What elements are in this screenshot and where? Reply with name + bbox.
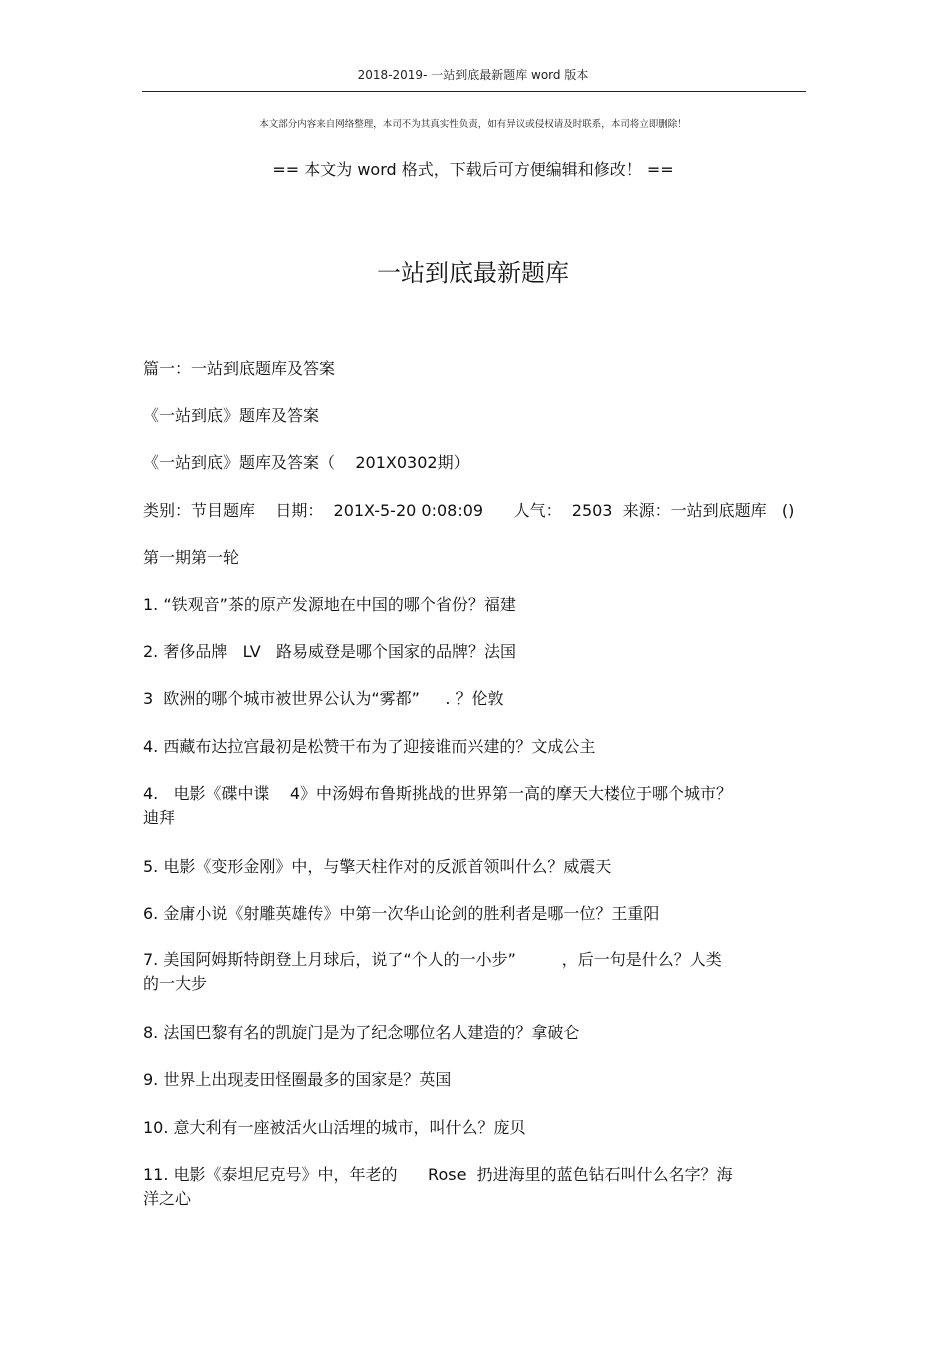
subheading: 《一站到底》题库及答案 bbox=[143, 406, 320, 425]
question-item: 8. 法国巴黎有名的凯旋门是为了纪念哪位名人建造的？拿破仑 bbox=[143, 1023, 580, 1042]
question-item: 10. 意大利有一座被活火山活埋的城市，叫什么？庞贝 bbox=[143, 1118, 526, 1137]
question-item: 5. 电影《变形金刚》中，与擎天柱作对的反派首领叫什么？威震天 bbox=[143, 857, 612, 876]
question-item: 6. 金庸小说《射雕英雄传》中第一次华山论剑的胜利者是哪一位？王重阳 bbox=[143, 904, 660, 923]
question-item: 4. 电影《碟中谍 4》中汤姆布鲁斯挑战的世界第一高的摩天大楼位于哪个城市？ 迪拜 bbox=[143, 784, 733, 827]
question-item: 1. “铁观音”茶的原产发源地在中国的哪个省份？福建 bbox=[143, 595, 516, 614]
question-item: 3 欧洲的哪个城市被世界公认为“雾都” . ？伦敦 bbox=[143, 689, 504, 708]
format-notice: == 本文为 word 格式，下载后可方便编辑和修改！ == bbox=[272, 160, 674, 179]
meta-info: 类别：节目题库 日期： 201X-5-20 0:08:09 人气： 2503 来源：一站到底题库 () bbox=[143, 501, 795, 520]
header-divider bbox=[142, 91, 806, 92]
question-item: 7. 美国阿姆斯特朗登上月球后，说了“个人的一小步” ，后一句是什么？人类 的一大步 bbox=[143, 950, 722, 993]
question-item: 4. 西藏布达拉宫最初是松赞干布为了迎接谁而兴建的？文成公主 bbox=[143, 737, 596, 756]
question-item: 11. 电影《泰坦尼克号》中，年老的 Rose 扔进海里的蓝色钻石叫什么名字？海 洋之心 bbox=[143, 1165, 733, 1208]
question-item: 2. 奢侈品牌 LV 路易威登是哪个国家的品牌？法国 bbox=[143, 642, 516, 661]
disclaimer-text: 本文部分内容来自网络整理，本司不为其真实性负责，如有异议或侵权请及时联系，本司将立即删除！ bbox=[259, 119, 687, 130]
subheading-issue: 《一站到底》题库及答案（ 201X0302期） bbox=[143, 453, 470, 472]
section-heading: 篇一：一站到底题库及答案 bbox=[143, 359, 336, 378]
document-title: 一站到底最新题库 bbox=[377, 259, 569, 287]
round-heading: 第一期第一轮 bbox=[143, 548, 240, 567]
question-item: 9. 世界上出现麦田怪圈最多的国家是？英国 bbox=[143, 1070, 452, 1089]
page-header: 2018-2019- 一站到底最新题库 word 版本 bbox=[357, 68, 589, 82]
